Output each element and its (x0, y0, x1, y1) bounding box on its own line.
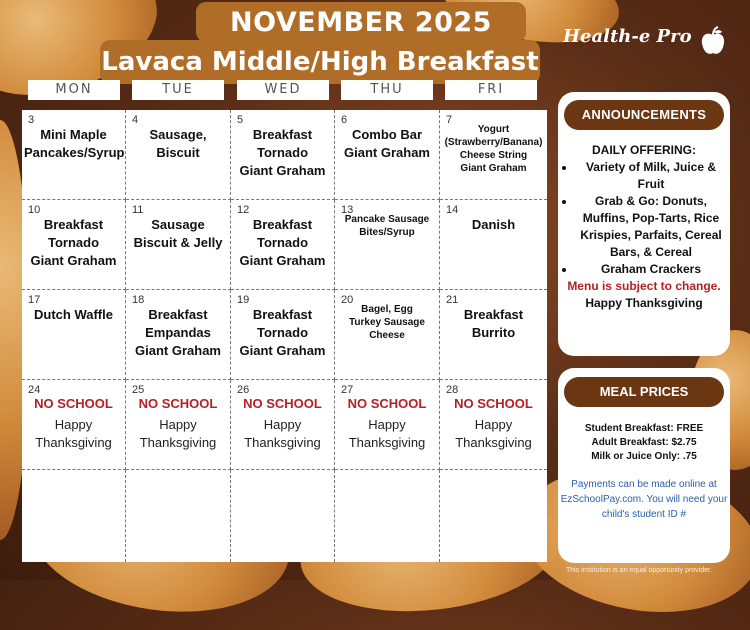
price-line: Student Breakfast: FREE (584, 423, 704, 434)
menu-item-text: Breakfast Burrito (463, 307, 524, 340)
price-line: Milk or Juice Only: .75 (591, 451, 697, 462)
day-number: 18 (132, 294, 145, 306)
holiday-note: Happy Thanksgiving (348, 417, 426, 450)
calendar-grid (22, 110, 547, 562)
meal-prices-heading: MEAL PRICES (564, 377, 724, 407)
list-item: • Variety of Milk, Juice & Fruit (576, 159, 726, 193)
day-number: 6 (341, 114, 348, 126)
weekday-label: THU (341, 80, 433, 100)
calendar-day-cell (335, 290, 440, 380)
menu-item-text: Yogurt (Strawberry/Banana) Cheese String Giant Graham (444, 124, 543, 174)
calendar-day-cell (335, 470, 440, 562)
calendar-day-cell (335, 200, 440, 290)
day-number: 21 (446, 294, 459, 306)
day-number: 10 (28, 204, 41, 216)
daily-offering-label: DAILY OFFERING: (591, 143, 696, 157)
menu-item-text: Breakfast Empandas Giant Graham (135, 307, 221, 358)
menu-item-text: Bagel, Egg Turkey Sausage Cheese (349, 304, 425, 341)
list-item: • Grab & Go: Donuts, Muffins, Pop-Tarts, Rice Krispies, Parfaits, Cereal Bars, & Cereal (576, 193, 726, 261)
day-number: 28 (446, 384, 459, 396)
day-number: 12 (237, 204, 250, 216)
day-number: 24 (28, 384, 41, 396)
menu-item-text: Breakfast Tornado Giant Graham (239, 217, 326, 268)
day-number: 3 (28, 114, 35, 126)
holiday-note: Happy Thanksgiving (455, 417, 532, 450)
month-title: NOVEMBER 2025 (196, 2, 526, 42)
calendar-day-cell (126, 110, 231, 200)
calendar-day-cell (440, 110, 547, 200)
weekday-label: WED (237, 80, 329, 100)
list-item: • Graham Crackers (576, 261, 726, 278)
calendar-day-cell (126, 290, 231, 380)
day-number: 11 (132, 204, 144, 216)
day-number: 17 (28, 294, 41, 306)
calendar-day-cell (22, 380, 126, 470)
menu-item-text: Sausage, Biscuit (149, 127, 207, 160)
menu-item-text: Combo Bar Giant Graham (344, 127, 430, 160)
no-school-label: NO SCHOOL (138, 396, 218, 411)
menu-item-text: Pancake Sausage Bites/Syrup (344, 214, 430, 238)
calendar-day-cell (335, 110, 440, 200)
announcements-body (562, 142, 726, 312)
menu-title: Lavaca Middle/High Breakfast (100, 40, 540, 84)
weekday-label: MON (28, 80, 120, 100)
no-school-label: NO SCHOOL (243, 396, 322, 411)
calendar-day-cell (440, 200, 547, 290)
announcements-panel (558, 92, 730, 356)
day-number: 5 (237, 114, 244, 126)
menu-item-text: Mini Maple Pancakes/Syrup (24, 127, 125, 160)
calendar-day-cell (126, 200, 231, 290)
calendar-day-cell (231, 290, 335, 380)
day-number: 20 (341, 294, 354, 306)
no-school-label: NO SCHOOL (34, 396, 113, 411)
day-number: 25 (132, 384, 145, 396)
day-number: 26 (237, 384, 250, 396)
holiday-note: Happy Thanksgiving (35, 417, 112, 450)
holiday-note: Happy Thanksgiving (244, 417, 321, 450)
day-number: 14 (446, 204, 459, 216)
holiday-note: Happy Thanksgiving (139, 417, 217, 450)
menu-item-text: Breakfast Tornado Giant Graham (239, 307, 326, 358)
calendar-day-cell (440, 470, 547, 562)
menu-item-text: Danish (471, 217, 516, 232)
calendar-day-cell (231, 380, 335, 470)
offering-list (562, 159, 726, 278)
weekday-label: TUE (132, 80, 224, 100)
calendar-day-cell (22, 110, 126, 200)
calendar-day-cell (126, 470, 231, 562)
calendar-day-cell (440, 290, 547, 380)
day-number: 7 (446, 114, 453, 126)
menu-item-text: Breakfast Tornado Giant Graham (30, 217, 117, 268)
calendar-day-cell (231, 200, 335, 290)
equal-opportunity-footer: This institution is an equal opportunity provider. (566, 567, 712, 574)
calendar-day-cell (22, 470, 126, 562)
brand-logo-text: Health-e Pro (563, 26, 692, 47)
calendar-day-cell (440, 380, 547, 470)
menu-item-text: Sausage Biscuit & Jelly (133, 217, 223, 250)
day-number: 4 (132, 114, 139, 126)
calendar-day-cell (22, 200, 126, 290)
price-line: Adult Breakfast: $2.75 (591, 437, 697, 448)
payment-note: Payments can be made online at EzSchoolPay.com. You will need your child's student ID # (560, 479, 728, 520)
calendar-day-cell (231, 110, 335, 200)
announcements-heading: ANNOUNCEMENTS (564, 100, 724, 130)
day-number: 27 (341, 384, 354, 396)
menu-item-text: Dutch Waffle (34, 307, 113, 322)
no-school-label: NO SCHOOL (454, 396, 533, 411)
day-number: 19 (237, 294, 250, 306)
calendar-day-cell (126, 380, 231, 470)
price-list (558, 422, 730, 464)
weekday-label: FRI (445, 80, 537, 100)
apple-icon (700, 26, 726, 56)
menu-item-text: Breakfast Tornado Giant Graham (239, 127, 326, 178)
calendar-day-cell (335, 380, 440, 470)
calendar-day-cell (231, 470, 335, 562)
holiday-greeting: Happy Thanksgiving (585, 296, 703, 310)
no-school-label: NO SCHOOL (347, 396, 427, 411)
day-number: 13 (341, 204, 354, 216)
meal-prices-panel (558, 368, 730, 563)
calendar-day-cell (22, 290, 126, 380)
menu-change-warning: Menu is subject to change. (567, 279, 721, 293)
